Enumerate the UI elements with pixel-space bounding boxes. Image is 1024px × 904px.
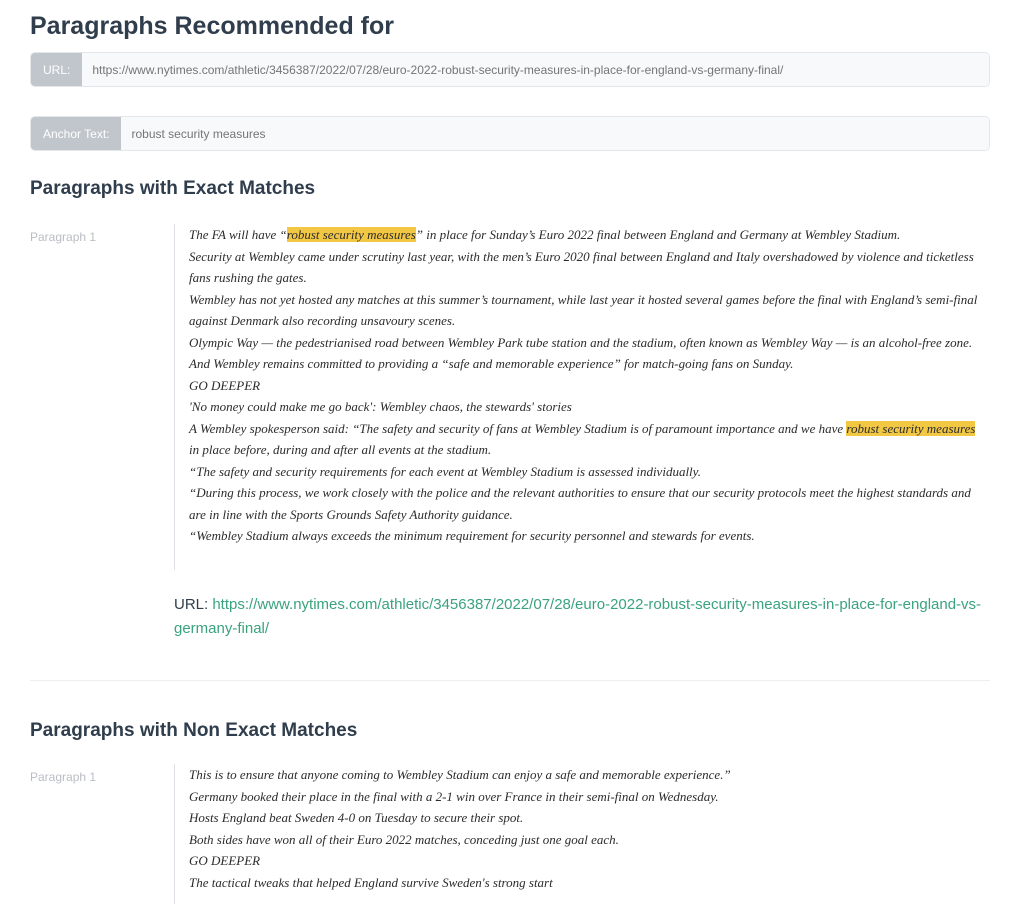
paragraph-line: Hosts England beat Sweden 4-0 on Tuesday to secure their spot. (189, 810, 524, 825)
source-url-link[interactable]: https://www.nytimes.com/athletic/3456387/2022/07/28/euro-2022-robust-security-measures-in-place-for-england-vs-germany-final/ (174, 596, 982, 637)
paragraph-line: The tactical tweaks that helped England survive Sweden's strong start (189, 874, 553, 890)
non-exact-paragraph-text (174, 764, 984, 904)
paragraph-line: 'No money could make me go back': Wembley chaos, the stewards' stories (189, 399, 572, 414)
paragraph-line: Germany booked their place in the final with a 2-1 win over France in their semi-final on Wednesday. (189, 788, 719, 804)
paragraph-line: “The safety and security requirements for each event at Wembley Stadium is assessed individually. (189, 463, 701, 479)
anchor-text-label: Anchor Text: (31, 117, 121, 150)
source-url-line (174, 593, 984, 641)
paragraph-line: Both sides have won all of their Euro 2022 matches, conceding just one goal each. (189, 831, 619, 847)
exact-paragraph-text (174, 224, 984, 570)
non-exact-paragraph-label: Paragraph 1 (30, 770, 97, 784)
source-url-prefix: URL: (174, 596, 213, 613)
anchor-highlight: robust security measures (846, 420, 976, 436)
paragraph-line: GO DEEPER (189, 377, 261, 393)
exact-matches-heading: Paragraphs with Exact Matches (30, 178, 316, 199)
paragraph-line: Security at Wembley came under scrutiny last year, with the men’s Euro 2020 final between England and Italy overshadowed by violence and ticketless fans rushing the gates. (189, 248, 974, 285)
anchor-highlight: robust security measures (286, 227, 416, 242)
paragraph-line: The FA will have “robust security measures” in place for Sunday’s Euro 2022 final between England and Germany at Wembley Stadium. (189, 227, 901, 242)
paragraph-line: A Wembley spokesperson said: “The safety and security of fans at Wembley Stadium is of paramount importance and we have robust security measures in place before, during and after all events at the stadium. (189, 420, 976, 457)
paragraph-line: “During this process, we work closely with the police and the relevant authorities to ensure that our security protocols meet the highest standards and are in line with the Sports Grounds Safety Authority guidance. (189, 485, 971, 522)
paragraph-line: This is to ensure that anyone coming to Wembley Stadium can enjoy a safe and memorable experience.” (189, 767, 731, 782)
anchor-text-input[interactable] (121, 117, 989, 150)
non-exact-matches-heading: Paragraphs with Non Exact Matches (30, 720, 358, 741)
url-input-group (30, 52, 990, 87)
url-input[interactable] (82, 53, 989, 86)
section-divider (30, 680, 990, 681)
paragraph-line: GO DEEPER (189, 853, 261, 868)
exact-paragraph-label: Paragraph 1 (30, 230, 97, 244)
paragraph-line: Olympic Way — the pedestrianised road between Wembley Park tube station and the stadium, often known as Wembley Way — is an alcohol-free zone. (189, 334, 973, 350)
paragraph-line: And Wembley remains committed to providing a “safe and memorable experience” for match-going fans on Sunday. (189, 356, 794, 371)
paragraph-line: “Wembley Stadium always exceeds the minimum requirement for security personnel and stewards for events. (189, 528, 755, 543)
paragraph-line: Wembley has not yet hosted any matches at this summer’s tournament, while last year it hosted several games before the final with England’s semi-final against Denmark also recording unsavoury scenes. (189, 291, 978, 328)
anchor-text-input-group (30, 116, 990, 151)
url-label: URL: (31, 53, 82, 86)
page-title: Paragraphs Recommended for (30, 12, 394, 40)
